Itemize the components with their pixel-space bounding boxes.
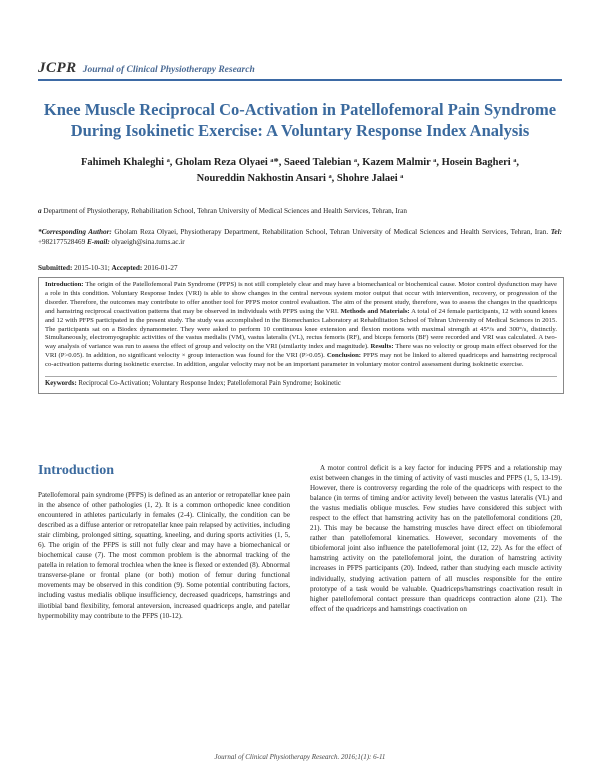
header-divider (38, 79, 562, 81)
submission-dates: Submitted: 2015-10-31; Accepted: 2016-01-27 (38, 264, 178, 272)
article-title: Knee Muscle Reciprocal Co-Activation in Patellofemoral Pain Syndrome During Isokinetic Exercise: A Voluntary Response Index Analysis (43, 100, 557, 140)
journal-header (38, 60, 255, 77)
abstract-methods: A total of 24 female participants, 12 with sound knees and 12 with PFPS participated in the present study. The study was accomplished in the Biomechanics Laboratory at Rehabilitation School of Tehran University of Medical Sciences in 2015. The participants sat on a Biodex dynamometer. They were asked to perform 10 continuous knee extension and flexion motions with maximal strength at 45°/s and 300°/s, distinctly. Simultaneously, electromyographic activities of the vastus medialis (VM), vastus lateralis (VL), rectus femoris (RF), and biceps femoris (BF) were recorded and VRI was calculated. A two-way analysis of variance was run to assess the effect of group and velocity on the VRI (similarity index and magnitude). (45, 307, 557, 351)
corresponding-label: *Corresponding Author: (38, 228, 112, 236)
abstract-box (38, 277, 564, 394)
abstract-body (45, 281, 557, 370)
abstract-results: There was no velocity or group main effect observed for the VRI (P>0.05). In addition, no significant velocity × group interaction was found for the VRI (P>0.05). (45, 343, 557, 360)
email-label: E-mail: (86, 238, 110, 246)
journal-logo: JCPR (38, 60, 77, 76)
abstract-intro-label: Introduction: (45, 281, 84, 288)
abstract-intro: The origin of the Patellofemoral Pain Syndrome (PFPS) is not still completely clear and may have a biomechanical or biochemical cause. Motor control dysfunction may have a role in this condition. Voluntary Response Index (VRI) is able to show changes in the central nervous system motor output that occur with intervention, recovery, or progression of the disorder. Therefore, the outcomes may contribute to offer another tool for PFPS motor control evaluation. The aim of the present study, therefore, was to assess the changes in the quadriceps and hamstring reciprocal coactivation patterns that may be observed in individuals with PFPS using the VRI. (45, 281, 557, 315)
author-list: Fahimeh Khaleghi ᵃ, Gholam Reza Olyaei ᵃ*, Saeed Talebian ᵃ, Kazem Malmir ᵃ, Hosein Bagheri ᵃ, Noureddin Nakhostin Ansari ᵃ, Shohre Jalaei ᵃ (80, 157, 520, 184)
tel-value: +982177528469 (38, 238, 86, 246)
body-column-right (310, 463, 562, 614)
abstract-results-label: Results: (370, 343, 394, 351)
abstract-methods-label: Methods and Materials: (340, 307, 410, 315)
email-link[interactable]: olyaeigh@sina.tums.ac.ir (111, 238, 185, 246)
corresponding-text: Gholam Reza Olyaei, Physiotherapy Department, Rehabilitation School, Tehran University of Medical Sciences and Health Services, Tehran, Iran. (114, 228, 549, 236)
accepted-date: 2016-01-27 (144, 264, 178, 272)
page-footer-citation: Journal of Clinical Physiotherapy Research. 2016;1(1): 6-11 (214, 753, 386, 761)
abstract-conclusion-label: Conclusion: (326, 352, 362, 360)
submitted-date: 2015-10-31 (74, 264, 108, 272)
affiliation-marker: a (38, 207, 42, 215)
journal-name: Journal of Clinical Physiotherapy Research (82, 65, 255, 75)
body-column-left (38, 490, 290, 621)
tel-label: Tel: (550, 228, 563, 236)
keywords-label: Keywords: (45, 380, 77, 388)
introduction-heading: Introduction (38, 463, 114, 478)
affiliation (38, 206, 562, 216)
abstract-conclusion: PFPS may not be linked to altered quadriceps and hamstring reciprocal co-activation patterns during isokinetic exercise. In addition, angular velocity may not be an important parameter in voluntary motor control assessment during isokinetic exercise. (45, 352, 558, 369)
intro-paragraph-1: Patellofemoral pain syndrome (PFPS) is defined as an anterior or retropatellar knee pain in the absence of other pathologies (1, 2). It is a common orthopedic knee condition encountered in athletes particularly in females (2-4). Clinically, the condition can be described as a diffuse anterior or retropatellar knee pain relapsed by activities, including stair climbing, prolonged sitting, squatting, kneeling, and during sports activities (1, 5, 6). The origin of the PFPS is still not fully clear and may have a biomechanical or biochemical cause (7). The most common problem is the abnormal tracking of the patella in relation to femoral trochlea when the knee is flexed or extended (8). Abnormal transverse-plane or frontal plane (or both) motion of femur during functional movements may be observed in this condition (9). Some potential contributing factors, including vastus medialis oblique insufficiency, decreased quadriceps, hamstrings and iliotibial band flexibility, femoral anteversion, increased quadriceps angle, and patellar hypermobility may contribute to the PFPS (10-12). (38, 491, 290, 620)
corresponding-author (38, 227, 562, 247)
intro-paragraph-2: A motor control deficit is a key factor for inducing PFPS and a relationship may exist between changes in the timing of activity of vasti muscles and PFPS (1, 5, 13-19). However, there is controversy regarding the role of the quadriceps with respect to the balance (in terms of timing and/or activity level) between the vastus lateralis (VL) and the vastus medialis oblique muscles. Few studies have considered this subject with respect to the effect that hamstring activity has on the patellofemoral conditions (20, 21). This may be because the hamstring muscles have direct effect on tibiofemoral rather than patellofemoral kinematics. However, secondary movements of the tibiofemoral joint also influence the patellofemoral joint (12, 22). As for the effect of hamstring activity on the patellofemoral joint, the duration of hamstring activity increases in PFPS participants (20). Indeed, rather than studying each muscle activity individually, studying activation pattern of all muscles responsible for the entire prototype of a task would be valuable. Quadriceps/hamstrings coactivation result in higher patellofemoral contact pressure than quadriceps contraction alone (21). The effect of the quadriceps and hamstrings coactivation on (310, 464, 562, 613)
accepted-label: Accepted: (111, 264, 143, 272)
submitted-label: Submitted: (38, 264, 73, 272)
affiliation-text: Department of Physiotherapy, Rehabilitation School, Tehran University of Medical Sciences and Health Services, Tehran, Iran (43, 207, 407, 215)
keywords (45, 376, 557, 389)
keywords-text: Reciprocal Co-Activation; Voluntary Response Index; Patellofemoral Pain Syndrome; Isokinetic (78, 380, 341, 388)
